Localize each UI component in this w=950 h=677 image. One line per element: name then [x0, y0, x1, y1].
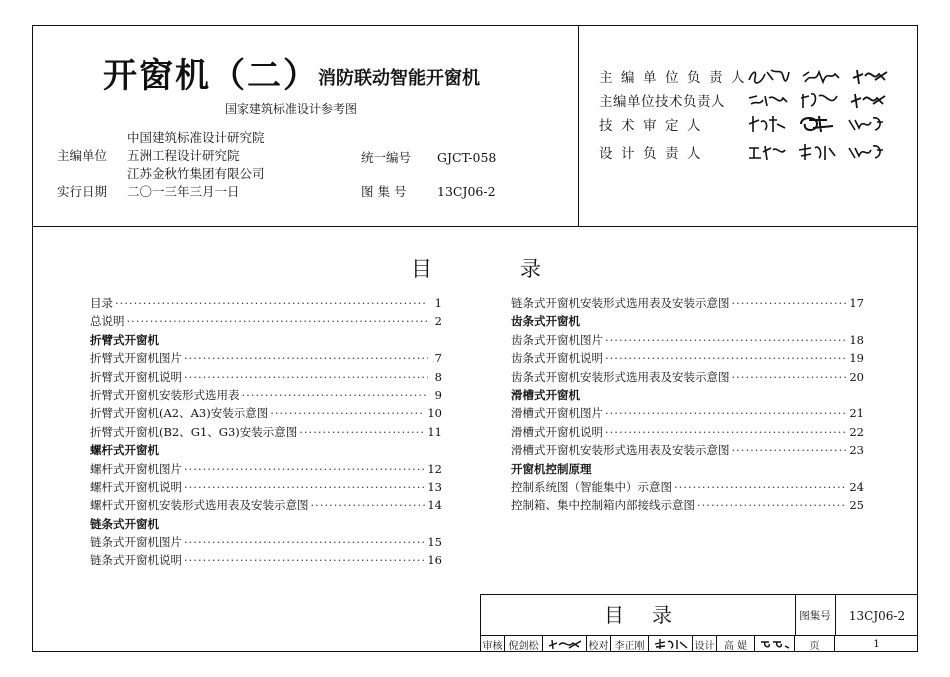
header-vertical-divider — [578, 26, 579, 226]
toc-entry[interactable] — [90, 551, 442, 569]
toc-leader-dots — [184, 349, 428, 367]
signature-image — [801, 66, 841, 86]
toc-leader-dots — [732, 441, 848, 459]
review-name: 倪剑松 — [505, 636, 543, 652]
toc-entry[interactable] — [90, 478, 442, 496]
toc-entry-page: 7 — [434, 351, 442, 366]
toc-leader-dots — [605, 331, 847, 349]
toc-entry[interactable] — [511, 441, 864, 459]
toc-entry-page: 10 — [427, 406, 442, 421]
check-signature — [649, 636, 693, 652]
toc-left-column — [90, 294, 442, 570]
toc-leader-dots — [184, 368, 428, 386]
toc-entry[interactable] — [511, 496, 864, 514]
toc-leader-dots — [697, 496, 847, 514]
resp-row-chief-unit — [599, 64, 899, 88]
sign-off-row — [481, 635, 918, 652]
toc-leader-dots — [270, 404, 425, 422]
toc-entry-title: 滑槽式开窗机安装形式选用表及安装示意图 — [511, 443, 730, 458]
toc-entry-page: 23 — [849, 443, 864, 458]
atlas-label: 图集号 — [799, 610, 831, 622]
toc-entry-page: 21 — [849, 406, 864, 421]
toc-entry-page: 25 — [849, 498, 864, 513]
toc-entry-title: 螺杆式开窗机图片 — [90, 461, 182, 476]
toc-entry-title: 齿条式开窗机安装形式选用表及安装示意图 — [511, 369, 730, 384]
toc-entry[interactable] — [90, 533, 442, 551]
review-signature — [543, 636, 587, 652]
resp-label: 设计负责人 — [599, 146, 709, 162]
resp-row-technical-review — [599, 112, 899, 136]
unified-number-label: 统一编号 — [361, 150, 412, 165]
check-label: 校对 — [587, 636, 611, 652]
toc-entry-title: 滑槽式开窗机图片 — [511, 406, 603, 421]
editor-unit-2: 五洲工程设计研究院 — [127, 148, 240, 163]
toc-entry-page: 19 — [849, 351, 864, 366]
toc-leader-dots — [127, 312, 429, 330]
toc-entry-title: 滑槽式开窗机说明 — [511, 424, 603, 439]
toc-leader-dots — [311, 496, 426, 514]
signature-image — [747, 114, 787, 134]
toc-right-column — [511, 294, 864, 515]
signature-image — [851, 66, 889, 86]
signature-image — [747, 142, 787, 162]
toc-entry-title: 控制箱、集中控制箱内部接线示意图 — [511, 498, 695, 513]
atlas-number-label: 图 集 号 — [361, 184, 407, 199]
main-title: 开窗机（二） — [103, 56, 319, 96]
toc-entry[interactable] — [511, 349, 864, 367]
toc-leader-dots — [605, 349, 847, 367]
header-divider — [33, 226, 917, 227]
toc-leader-dots — [605, 423, 847, 441]
toc-leader-dots — [184, 551, 425, 569]
editor-unit-3: 江苏金秋竹集团有限公司 — [127, 166, 265, 181]
toc-entry-page: 8 — [434, 369, 442, 384]
toc-section-heading: 滑槽式开窗机 — [511, 387, 580, 402]
resp-row-design-lead — [599, 140, 899, 164]
toc-entry[interactable] — [90, 423, 442, 441]
toc-entry-page: 24 — [849, 479, 864, 494]
toc-leader-dots — [115, 294, 428, 312]
toc-entry-title: 链条式开窗机安装形式选用表及安装示意图 — [511, 296, 730, 310]
signature-image — [747, 66, 791, 86]
toc-entry-title: 折臂式开窗机安装形式选用表 — [90, 387, 240, 402]
signature-image — [847, 114, 885, 134]
signature-image — [747, 90, 789, 110]
toc-leader-dots — [732, 368, 848, 386]
toc-entry-title: 链条式开窗机说明 — [90, 553, 182, 568]
editor-label: 主编单位 — [57, 148, 108, 163]
sheet-name: 目录 — [604, 603, 700, 627]
toc-section-heading: 螺杆式开窗机 — [90, 443, 159, 458]
unified-number-value: GJCT-058 — [437, 150, 497, 165]
toc-title-right: 录 — [520, 257, 541, 281]
toc-entry-title: 目录 — [90, 296, 113, 310]
toc-entry-page: 22 — [849, 424, 864, 439]
toc-leader-dots — [674, 478, 847, 496]
toc-entry-page: 18 — [849, 332, 864, 347]
sub-title: 消防联动智能开窗机 — [318, 68, 480, 89]
signature-image — [847, 142, 885, 162]
toc-entry-page: 13 — [427, 479, 442, 494]
toc-entry[interactable] — [511, 478, 864, 496]
toc-section-heading: 折臂式开窗机 — [90, 332, 159, 347]
toc-entry[interactable] — [90, 312, 442, 330]
resp-label: 技术审定人 — [599, 118, 709, 134]
toc-entry[interactable] — [90, 386, 442, 404]
signature-image — [797, 142, 837, 162]
toc-entry[interactable] — [90, 294, 442, 312]
signature-image — [797, 114, 837, 134]
toc-leader-dots — [242, 386, 429, 404]
resp-label: 主编单位负责人 — [599, 70, 753, 86]
date-label: 实行日期 — [57, 184, 108, 199]
toc-section-heading: 齿条式开窗机 — [511, 314, 580, 329]
toc-entry-page: 12 — [427, 461, 442, 476]
design-label: 设计 — [693, 636, 717, 652]
toc-entry-title: 折臂式开窗机(B2、G1、G3)安装示意图 — [90, 424, 298, 439]
toc-entry-title: 螺杆式开窗机说明 — [90, 479, 182, 494]
title-block — [480, 594, 918, 652]
page-label: 页 — [795, 636, 835, 652]
toc-entry[interactable] — [90, 496, 442, 514]
toc-entry-page: 11 — [427, 424, 442, 439]
toc-entry-page: 15 — [427, 535, 442, 550]
toc-entry-title: 折臂式开窗机(A2、A3)安装示意图 — [90, 406, 269, 421]
toc-leader-dots — [299, 423, 425, 441]
toc-entry-title: 总说明 — [90, 314, 125, 329]
toc-entry-title: 齿条式开窗机说明 — [511, 351, 603, 366]
editor-unit-1: 中国建筑标准设计研究院 — [127, 130, 265, 145]
toc-entry-page: 14 — [427, 498, 442, 513]
toc-entry-title: 折臂式开窗机说明 — [90, 369, 182, 384]
toc-leader-dots — [605, 404, 847, 422]
toc-entry[interactable] — [511, 294, 864, 312]
toc-entry-title: 折臂式开窗机图片 — [90, 351, 182, 366]
toc-entry-page: 17 — [849, 296, 864, 310]
design-signature — [755, 636, 795, 652]
toc-title-left: 目 — [411, 257, 432, 281]
toc-entry-page: 20 — [849, 369, 864, 384]
toc-entry[interactable] — [511, 404, 864, 422]
toc-entry[interactable] — [511, 423, 864, 441]
review-label: 审核 — [481, 636, 505, 652]
toc-entry[interactable] — [511, 331, 864, 349]
toc-entry[interactable] — [90, 349, 442, 367]
date-value: 二〇一三年三月一日 — [127, 184, 240, 199]
check-name: 李正刚 — [611, 636, 649, 652]
toc-entry-page: 1 — [434, 296, 442, 310]
toc-entry-title: 螺杆式开窗机安装形式选用表及安装示意图 — [90, 498, 309, 513]
toc-entry[interactable] — [511, 368, 864, 386]
resp-row-tech-lead — [599, 88, 899, 112]
toc-entry-title: 齿条式开窗机图片 — [511, 332, 603, 347]
toc-entry[interactable] — [90, 404, 442, 422]
drawing-sheet — [32, 25, 918, 652]
toc-leader-dots — [732, 294, 848, 312]
signature-image — [799, 90, 839, 110]
toc-entry[interactable] — [90, 368, 442, 386]
resp-label: 主编单位技术负责人 — [599, 94, 725, 110]
toc-leader-dots — [184, 460, 425, 478]
toc-entry-title: 链条式开窗机图片 — [90, 535, 182, 550]
toc-entry-title: 控制系统图（智能集中）示意图 — [511, 479, 672, 494]
toc-section-heading: 开窗机控制原理 — [511, 461, 592, 476]
toc-entry-page: 16 — [427, 553, 442, 568]
toc-leader-dots — [184, 478, 425, 496]
design-name: 高 媞 — [717, 636, 755, 652]
toc-section-heading: 链条式开窗机 — [90, 516, 159, 531]
toc-entry-page: 2 — [434, 314, 442, 329]
page-value: 1 — [873, 638, 880, 650]
reference-note: 国家建筑标准设计参考图 — [225, 102, 358, 116]
signature-image — [849, 90, 887, 110]
atlas-value: 13CJ06-2 — [848, 608, 906, 623]
atlas-number-value: 13CJ06-2 — [437, 184, 496, 199]
toc-entry[interactable] — [90, 460, 442, 478]
toc-entry-page: 9 — [434, 387, 442, 402]
toc-leader-dots — [184, 533, 425, 551]
